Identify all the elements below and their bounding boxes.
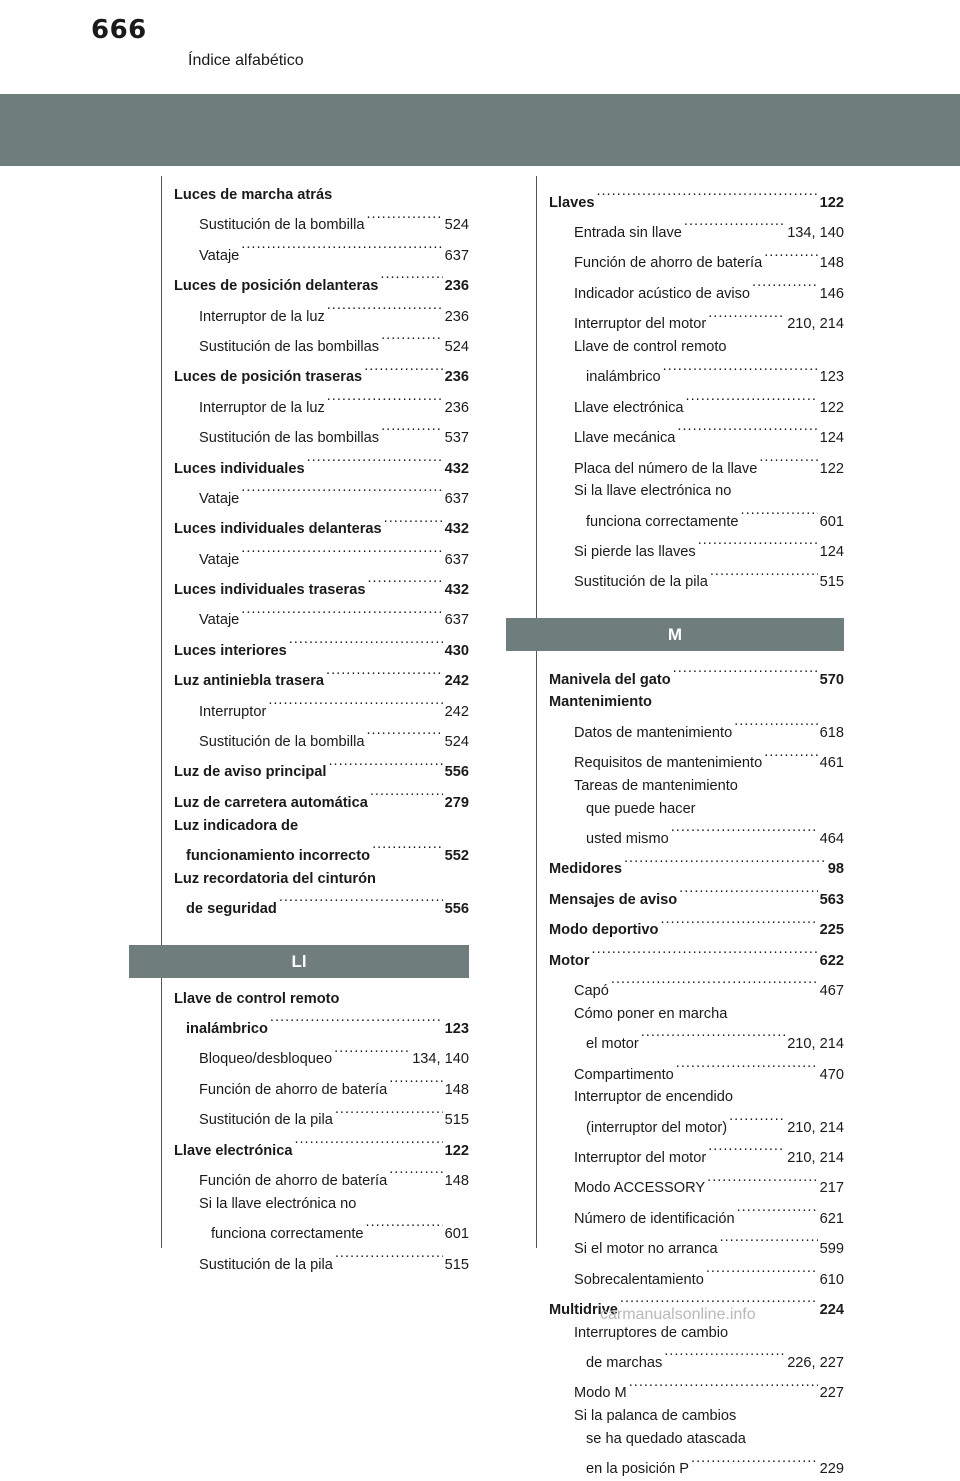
index-column-left — [174, 184, 469, 1276]
index-entry — [549, 1056, 844, 1086]
index-term: Placa del número de la llave — [574, 460, 758, 477]
index-entry — [549, 1428, 844, 1451]
index-entry — [174, 1215, 469, 1245]
dot-leader — [677, 419, 817, 442]
index-term: Sustitución de la pila — [199, 1256, 333, 1273]
dot-leader — [327, 298, 443, 321]
dot-leader — [364, 359, 442, 382]
header-band — [0, 94, 960, 166]
index-term: Si la llave electrónica no — [574, 483, 732, 500]
index-entry — [174, 1010, 469, 1040]
dot-leader — [679, 881, 817, 904]
page-reference: 236 — [444, 278, 469, 295]
page-reference: 524 — [444, 338, 469, 355]
index-entry — [549, 1170, 844, 1200]
page-reference: 146 — [819, 285, 844, 302]
dot-leader — [380, 267, 442, 290]
index-term: Si pierde las llaves — [574, 544, 696, 560]
dot-leader — [734, 714, 817, 737]
index-term: Llave de control remoto — [574, 338, 727, 355]
index-entry — [549, 661, 844, 691]
index-term: Llave electrónica — [574, 399, 684, 416]
index-term: Interruptores de cambio — [574, 1324, 729, 1341]
dot-leader — [671, 820, 818, 843]
dot-leader — [664, 1344, 785, 1367]
page-number: 666 — [91, 15, 147, 45]
index-entry — [174, 571, 469, 601]
index-entry — [549, 419, 844, 449]
dot-leader — [294, 1132, 442, 1155]
index-term: Compartimento — [574, 1066, 674, 1083]
page-reference: 242 — [444, 703, 469, 720]
index-entry — [174, 207, 469, 237]
index-entry — [549, 184, 844, 214]
index-term: Llave de control remoto — [174, 990, 340, 1007]
index-term: Vataje — [199, 612, 240, 629]
index-entry — [549, 820, 844, 850]
index-term: usted mismo — [586, 831, 669, 848]
dot-leader — [663, 359, 818, 382]
page-reference: 210, 214 — [787, 1036, 844, 1053]
index-entry — [174, 868, 469, 891]
dot-leader — [289, 632, 443, 655]
index-entry — [549, 851, 844, 881]
page-reference: 515 — [444, 1112, 469, 1129]
index-entry — [549, 714, 844, 744]
dot-leader — [624, 851, 826, 874]
index-entry — [549, 972, 844, 1002]
dot-leader — [335, 1102, 443, 1125]
index-entry — [549, 533, 844, 563]
page-reference: 236 — [444, 308, 469, 325]
index-term: Llaves — [549, 194, 595, 211]
dot-leader — [629, 1375, 818, 1398]
page-reference: 122 — [444, 1142, 469, 1159]
index-term: Modo deportivo — [549, 922, 659, 939]
page-reference: 515 — [444, 1256, 469, 1273]
page-reference: 556 — [444, 901, 469, 917]
index-term: Luz de aviso principal — [174, 764, 327, 781]
page-reference: 637 — [444, 247, 469, 264]
index-entry — [174, 298, 469, 328]
section-header: Ll — [129, 945, 469, 978]
index-term: Sustitución de la bombilla — [199, 217, 365, 234]
page-reference: 464 — [819, 831, 844, 848]
page-reference: 622 — [819, 952, 844, 969]
index-entry — [549, 1375, 844, 1405]
index-entry — [174, 1193, 469, 1216]
index-column-right — [549, 184, 844, 1481]
index-entry — [549, 389, 844, 419]
page-reference: 637 — [444, 612, 469, 629]
index-term: Interruptor — [199, 703, 267, 720]
page-reference: 524 — [444, 734, 469, 751]
page-reference: 618 — [819, 724, 844, 741]
page-reference: 229 — [819, 1461, 844, 1478]
index-term: Interruptor del motor — [574, 316, 707, 333]
index-entry — [549, 912, 844, 942]
dot-leader — [708, 306, 785, 329]
index-term: Capó — [574, 983, 609, 1000]
page-reference: 148 — [444, 1173, 469, 1190]
index-term: Medidores — [549, 861, 622, 878]
page-reference: 123 — [819, 369, 844, 386]
index-term: Indicador acústico de aviso — [574, 285, 751, 302]
index-entry — [549, 450, 844, 480]
index-entry — [549, 480, 844, 503]
index-entry — [174, 511, 469, 541]
index-term: que puede hacer — [586, 800, 696, 817]
dot-leader — [334, 1041, 410, 1064]
dot-leader — [389, 1071, 442, 1094]
index-term: Interruptor del motor — [574, 1149, 707, 1166]
index-entry — [549, 503, 844, 533]
index-term: se ha quedado atascada — [586, 1430, 746, 1447]
index-term: de seguridad — [186, 901, 277, 917]
index-term: Si la palanca de cambios — [574, 1408, 737, 1425]
dot-leader — [698, 533, 818, 556]
index-entry — [174, 632, 469, 662]
dot-leader — [707, 1170, 818, 1193]
page-reference: 236 — [444, 369, 469, 386]
index-term: inalámbrico — [586, 369, 661, 386]
index-entry — [174, 693, 469, 723]
index-term: Tareas de mantenimiento — [574, 777, 738, 794]
dot-leader — [752, 275, 818, 298]
dot-leader — [706, 1261, 818, 1284]
dot-leader — [764, 745, 817, 768]
page-reference: 610 — [819, 1271, 844, 1288]
index-term: Sobrecalentamiento — [574, 1271, 704, 1288]
page-reference: 552 — [444, 847, 469, 864]
dot-leader — [759, 450, 817, 473]
dot-leader — [367, 207, 443, 230]
index-term: Sustitución de la pila — [574, 574, 708, 591]
page-reference: 470 — [819, 1066, 844, 1083]
dot-leader — [660, 912, 817, 935]
page-reference: 279 — [444, 794, 469, 811]
index-entry — [549, 306, 844, 336]
index-term: Luces de posición delanteras — [174, 278, 379, 295]
index-term: funcionamiento incorrecto — [186, 847, 371, 864]
index-entry — [549, 564, 844, 594]
index-entry — [549, 336, 844, 359]
dot-leader — [367, 723, 443, 746]
index-entry — [549, 745, 844, 775]
index-entry — [549, 275, 844, 305]
index-entry — [174, 267, 469, 297]
page-reference: 98 — [827, 861, 844, 878]
page-reference: 148 — [444, 1081, 469, 1098]
index-term: Manivela del gato — [549, 671, 671, 688]
page-reference: 467 — [819, 983, 844, 1000]
page-reference: 122 — [819, 460, 844, 477]
page-reference: 217 — [819, 1180, 844, 1197]
section-header: M — [506, 618, 844, 651]
index-entry — [174, 328, 469, 358]
index-term: Sustitución de la pila — [199, 1112, 333, 1129]
index-term: Interruptor de encendido — [574, 1089, 734, 1106]
index-entry — [549, 1405, 844, 1428]
dot-leader — [367, 571, 442, 594]
index-entry — [174, 1132, 469, 1162]
index-entry — [174, 237, 469, 267]
index-term: Luces individuales delanteras — [174, 521, 382, 538]
index-entry — [549, 1230, 844, 1260]
index-entry — [174, 359, 469, 389]
dot-leader — [673, 661, 818, 684]
page-reference: 637 — [444, 551, 469, 568]
index-entry — [174, 1041, 469, 1071]
index-term: Luces individuales traseras — [174, 582, 366, 599]
index-entry — [549, 1322, 844, 1345]
index-entry — [549, 691, 844, 714]
page-reference: 570 — [819, 671, 844, 688]
index-entry — [174, 890, 469, 920]
page-reference: 432 — [444, 521, 469, 538]
index-entry — [174, 419, 469, 449]
dot-leader — [686, 389, 818, 412]
dot-leader — [611, 972, 818, 995]
index-entry — [174, 723, 469, 753]
page-reference: 432 — [444, 582, 469, 599]
page-reference: 430 — [444, 642, 469, 659]
dot-leader — [381, 328, 443, 351]
index-term: Requisitos de mantenimiento — [574, 755, 763, 772]
page-reference: 123 — [444, 1021, 469, 1038]
index-term: Llave mecánica — [574, 430, 676, 447]
index-term: Mantenimiento — [549, 694, 652, 711]
index-entry — [174, 815, 469, 838]
index-entry — [174, 541, 469, 571]
page-reference: 124 — [819, 544, 844, 560]
index-term: Función de ahorro de batería — [574, 255, 763, 272]
index-term: el motor — [586, 1036, 639, 1053]
index-entry — [549, 1025, 844, 1055]
page-reference: 226, 227 — [787, 1355, 844, 1372]
index-term: Número de identificación — [574, 1210, 735, 1227]
dot-leader — [326, 663, 443, 686]
index-entry — [174, 1071, 469, 1101]
index-term: en la posición P — [586, 1461, 690, 1478]
index-entry — [174, 663, 469, 693]
dot-leader — [389, 1162, 442, 1185]
page-reference: 134, 140 — [412, 1051, 469, 1068]
page-reference: 601 — [444, 1226, 469, 1243]
index-term: Luces de marcha atrás — [174, 187, 333, 203]
page-reference: 461 — [819, 755, 844, 772]
index-entry — [174, 602, 469, 632]
index-term: funciona correctamente — [586, 513, 739, 530]
page-reference: 563 — [819, 891, 844, 908]
index-term: Luces individuales — [174, 460, 305, 477]
page-reference: 556 — [444, 764, 469, 781]
index-term: Luz indicadora de — [174, 817, 299, 834]
dot-leader — [327, 389, 443, 412]
page-reference: 621 — [819, 1210, 844, 1227]
dot-leader — [366, 1215, 443, 1238]
dot-leader — [741, 503, 818, 526]
page-reference: 148 — [819, 255, 844, 272]
index-term: Sustitución de la bombilla — [199, 734, 365, 751]
index-term: Luces de posición traseras — [174, 369, 363, 386]
index-term: Vataje — [199, 490, 240, 507]
dot-leader — [241, 237, 442, 260]
page-reference: 227 — [819, 1385, 844, 1402]
dot-leader — [307, 450, 443, 473]
page-reference: 537 — [444, 430, 469, 447]
dot-leader — [764, 245, 817, 268]
index-term: Llave electrónica — [174, 1142, 293, 1159]
index-entry — [549, 775, 844, 798]
dot-leader — [270, 1010, 443, 1033]
page-reference: 210, 214 — [787, 1149, 844, 1166]
index-entry — [549, 214, 844, 244]
index-term: Función de ahorro de batería — [199, 1081, 388, 1098]
page-header — [0, 0, 960, 84]
index-entry — [174, 450, 469, 480]
page-reference: 122 — [819, 399, 844, 416]
page-reference: 637 — [444, 490, 469, 507]
dot-leader — [641, 1025, 785, 1048]
index-entry — [549, 359, 844, 389]
index-entry — [174, 480, 469, 510]
index-entry — [549, 798, 844, 821]
index-entry — [549, 1086, 844, 1109]
index-entry — [174, 1102, 469, 1132]
dot-leader — [372, 837, 443, 860]
page-reference: 124 — [819, 430, 844, 447]
index-term: de marchas — [586, 1355, 663, 1372]
index-entry — [549, 1261, 844, 1291]
index-term: Multidrive — [549, 1301, 618, 1318]
index-term: Si la llave electrónica no — [199, 1195, 357, 1212]
dot-leader — [720, 1230, 818, 1253]
page-reference: 210, 214 — [787, 316, 844, 333]
index-entry — [174, 184, 469, 207]
index-term: Interruptor de la luz — [199, 399, 325, 416]
dot-leader — [596, 184, 817, 207]
index-entry — [174, 754, 469, 784]
index-entry — [549, 881, 844, 911]
index-term: Mensajes de aviso — [549, 891, 678, 908]
index-term: Sustitución de las bombillas — [199, 430, 380, 447]
index-term: Luz de carretera automática — [174, 794, 368, 811]
index-term: Cómo poner en marcha — [574, 1005, 728, 1022]
index-entry — [174, 1162, 469, 1192]
index-term: Luces interiores — [174, 642, 287, 659]
page-reference: 134, 140 — [787, 225, 844, 242]
index-term: inalámbrico — [186, 1021, 268, 1038]
page-title: Índice alfabético — [188, 52, 304, 69]
dot-leader — [241, 602, 442, 625]
index-entry — [549, 1109, 844, 1139]
dot-leader — [684, 214, 785, 237]
index-term: Motor — [549, 952, 590, 969]
index-term: Si el motor no arranca — [574, 1241, 718, 1258]
dot-leader — [370, 784, 443, 807]
page-reference: 599 — [819, 1241, 844, 1258]
column-rule-right — [536, 176, 537, 1248]
index-term: Luz recordatoria del cinturón — [174, 870, 376, 887]
index-term: (interruptor del motor) — [586, 1119, 728, 1136]
dot-leader — [241, 480, 442, 503]
dot-leader — [592, 942, 818, 965]
dot-leader — [708, 1139, 785, 1162]
watermark: carmanualsonline.info — [600, 1306, 756, 1323]
index-entry — [549, 942, 844, 972]
page-reference: 225 — [819, 922, 844, 939]
dot-leader — [241, 541, 442, 564]
page-reference: 242 — [444, 673, 469, 690]
dot-leader — [737, 1200, 818, 1223]
page-reference: 515 — [819, 574, 844, 591]
index-term: Entrada sin llave — [574, 225, 682, 242]
index-entry — [174, 389, 469, 419]
dot-leader — [384, 511, 443, 534]
index-term: Vataje — [199, 551, 240, 568]
index-entry — [174, 1246, 469, 1276]
index-term: Sustitución de las bombillas — [199, 338, 380, 355]
index-term: Modo M — [574, 1385, 627, 1402]
dot-leader — [729, 1109, 785, 1132]
index-entry — [174, 988, 469, 1011]
column-rule-left — [161, 176, 162, 1248]
dot-leader — [691, 1451, 818, 1474]
dot-leader — [328, 754, 442, 777]
index-term: Interruptor de la luz — [199, 308, 325, 325]
dot-leader — [279, 890, 443, 913]
index-term: Vataje — [199, 247, 240, 264]
index-term: funciona correctamente — [211, 1226, 364, 1243]
index-term: Función de ahorro de batería — [199, 1173, 388, 1190]
index-term: Luz antiniebla trasera — [174, 673, 325, 690]
page-reference: 122 — [819, 194, 844, 211]
index-entry — [549, 1451, 844, 1481]
page-reference: 601 — [819, 513, 844, 530]
page-reference: 210, 214 — [787, 1119, 844, 1136]
page-reference: 224 — [819, 1301, 844, 1318]
index-term: Modo ACCESSORY — [574, 1180, 706, 1197]
page-reference: 236 — [444, 399, 469, 416]
index-entry — [174, 837, 469, 867]
dot-leader — [381, 419, 443, 442]
index-entry — [549, 1344, 844, 1374]
index-entry — [174, 784, 469, 814]
index-term: Datos de mantenimiento — [574, 724, 733, 741]
dot-leader — [710, 564, 818, 587]
dot-leader — [268, 693, 442, 716]
index-entry — [549, 1003, 844, 1026]
index-term: Bloqueo/desbloqueo — [199, 1051, 333, 1068]
index-entry — [549, 245, 844, 275]
dot-leader — [676, 1056, 818, 1079]
index-entry — [549, 1200, 844, 1230]
index-entry — [549, 1139, 844, 1169]
page-reference: 524 — [444, 217, 469, 234]
dot-leader — [335, 1246, 443, 1269]
page-reference: 432 — [444, 460, 469, 477]
